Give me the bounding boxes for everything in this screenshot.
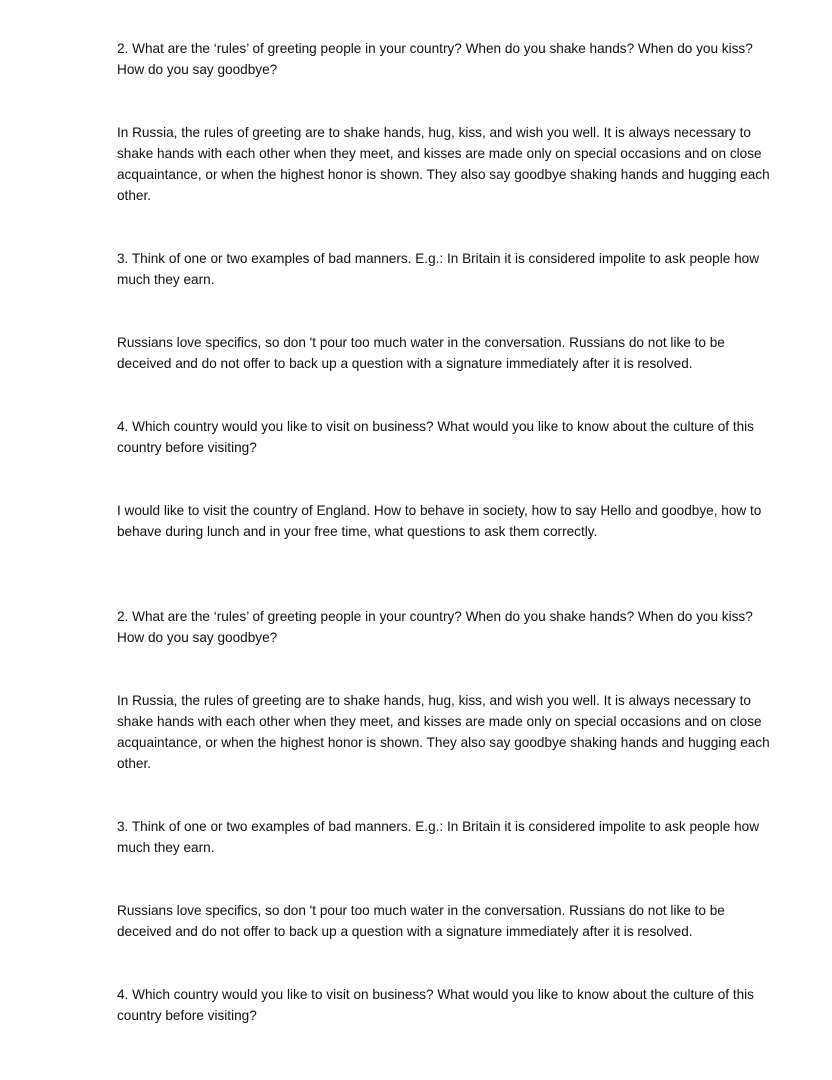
answer-greeting-rules: In Russia, the rules of greeting are to shake hands, hug, kiss, and wish you well. It is always necessary to shake hands with each other when they meet, and kisses are made only on special occasions and on close acquaintance, or when the highest honor is shown. They also say goodbye shaking hands and hugging each other.: [117, 125, 770, 203]
question-business-visit: 4. Which country would you like to visit on business? What would you like to know about the culture of this country before visiting?: [117, 419, 754, 455]
answer-greeting-rules: In Russia, the rules of greeting are to shake hands, hug, kiss, and wish you well. It is always necessary to shake hands with each other when they meet, and kisses are made only on special occasions and on close acquaintance, or when the highest honor is shown. They also say goodbye shaking hands and hugging each other.: [117, 693, 770, 771]
question-bad-manners: 3. Think of one or two examples of bad manners. E.g.: In Britain it is considered impolite to ask people how much they earn.: [117, 819, 760, 855]
answer-bad-manners: Russians love specifics, so don 't pour too much water in the conversation. Russians do not like to be deceived and do not offer to back up a question with a signature immediately after it is resolved.: [117, 903, 725, 939]
answer-bad-manners: Russians love specifics, so don 't pour too much water in the conversation. Russians do not like to be deceived and do not offer to back up a question with a signature immediately after it is resolved.: [117, 335, 725, 371]
question-business-visit: 4. Which country would you like to visit on business? What would you like to know about the culture of this country before visiting?: [117, 987, 754, 1023]
question-greeting-rules: 2. What are the ‘rules’ of greeting people in your country? When do you shake hands? When do you kiss? How do you say goodbye?: [117, 609, 753, 645]
answer-business-visit: I would like to visit the country of England. How to behave in society, how to say Hello and goodbye, how to behave during lunch and in your free time, what questions to ask them correctly.: [117, 503, 762, 539]
question-bad-manners: 3. Think of one or two examples of bad manners. E.g.: In Britain it is considered impolite to ask people how much they earn.: [117, 251, 760, 287]
document-page: [117, 38, 777, 1026]
question-greeting-rules: 2. What are the ‘rules’ of greeting people in your country? When do you shake hands? When do you kiss? How do you say goodbye?: [117, 41, 753, 77]
